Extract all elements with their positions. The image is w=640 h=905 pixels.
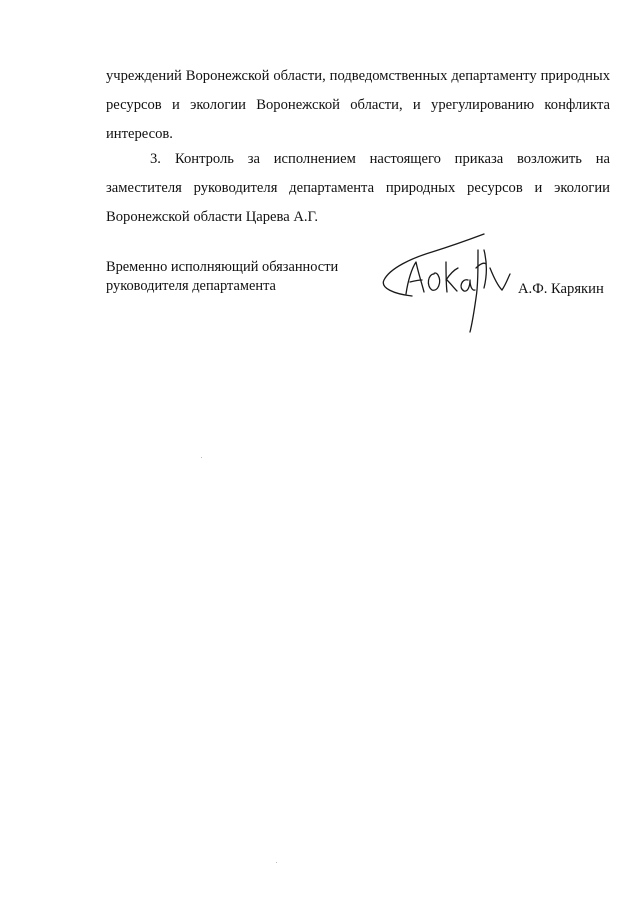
scan-speck — [276, 862, 277, 863]
handwritten-signature — [372, 228, 522, 338]
signatory-position-line-2: руководителя департамента — [106, 278, 276, 294]
signatory-position-line-1: Временно исполняющий обязанности — [106, 259, 339, 275]
signatory-name: А.Ф. Карякин — [518, 281, 604, 297]
signatory-position — [106, 258, 386, 296]
paragraph-item-3 — [106, 145, 610, 232]
scan-speck — [201, 457, 202, 458]
item-number: 3. — [150, 151, 161, 167]
item-text: Контроль за исполнением настоящего приказа возложить на заместителя руководителя департамента природных ресурсов и экологии Воронежской области Царева А.Г. — [106, 151, 610, 225]
paragraph-continuation: учреждений Воронежской области, подведомственных департаменту природных ресурсов и экологии Воронежской области, и урегулированию конфликта интересов. — [106, 68, 610, 142]
